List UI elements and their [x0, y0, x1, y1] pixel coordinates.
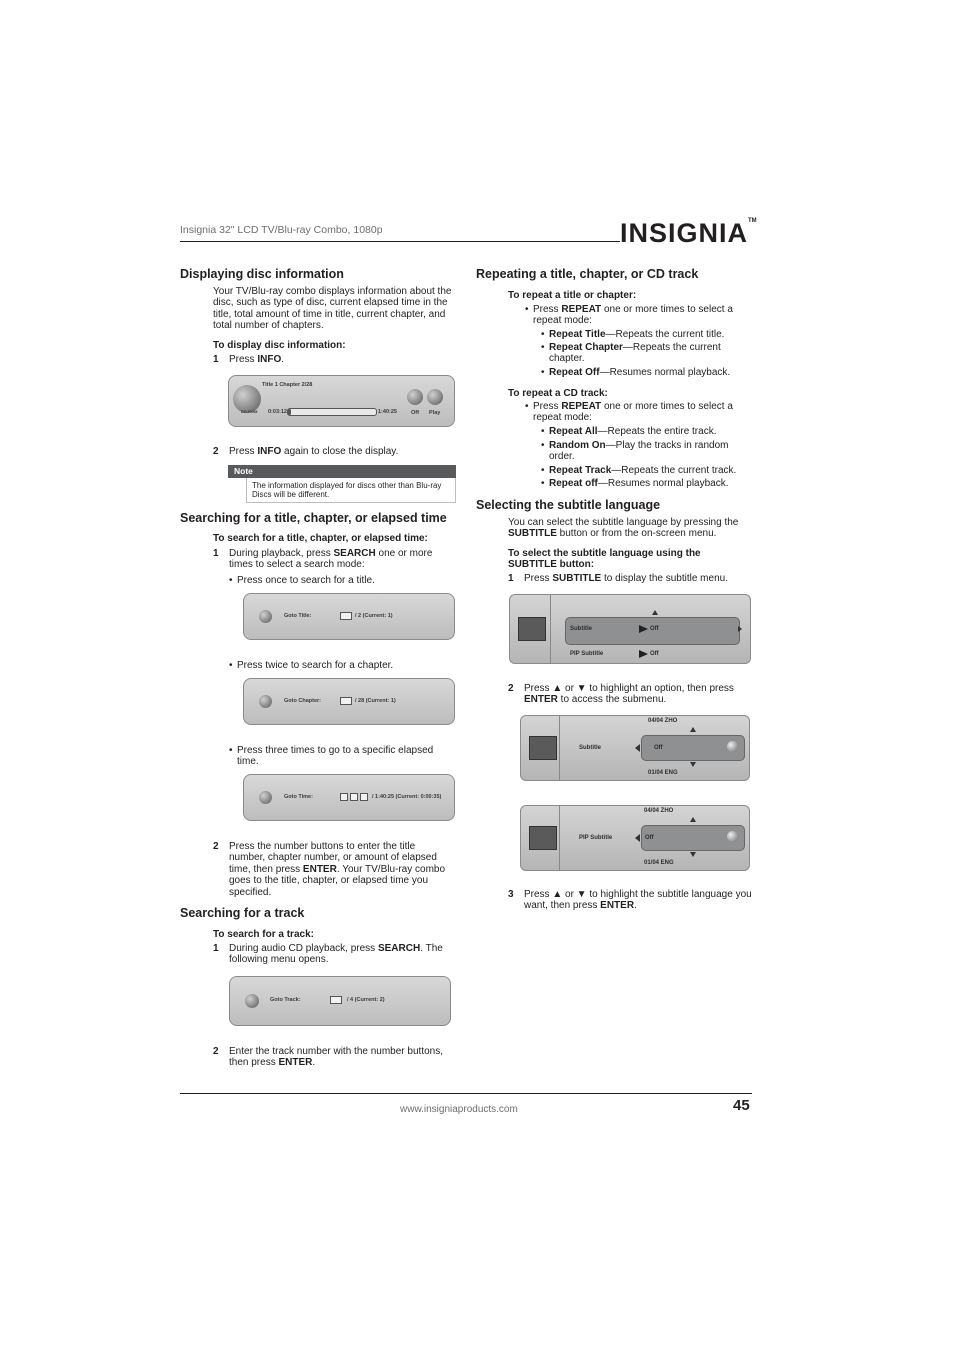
subtitle-row-value: Off: [650, 626, 659, 632]
search-icon: [259, 695, 272, 708]
search-icon: [245, 994, 259, 1008]
track-subheading: To search for a track:: [213, 929, 314, 940]
repeat-chapter-item: • Repeat Chapter—Repeats the current chapter.: [541, 342, 721, 365]
search-icon: [259, 610, 272, 623]
goto-chapter-value: / 28 (Current: 1): [355, 698, 396, 704]
submenu-option-prev: 04/04 ZHO: [648, 718, 678, 724]
up-arrow-icon: [690, 727, 696, 732]
section-title-disc-info: Displaying disc information: [180, 267, 344, 281]
repeat-track-item: • Repeat Track—Repeats the current track.: [541, 465, 737, 476]
disc-info-step-2: 2 Press INFO again to close the display.: [213, 446, 399, 457]
goto-title-value: / 2 (Current: 1): [355, 613, 393, 619]
pip-subtitle-row-value: Off: [650, 651, 659, 657]
goto-time-value: / 1:40:25 (Current: 0:00:35): [372, 794, 442, 800]
brand-logo: INSIGNIA™: [620, 218, 757, 248]
left-arrow-icon: [635, 834, 640, 842]
note-text: The information displayed for discs other than Blu-ray Discs will be different.: [246, 478, 456, 503]
goto-track-panel: [229, 976, 451, 1026]
section-title-subtitle: Selecting the subtitle language: [476, 498, 661, 512]
subtitle-subheading: To select the subtitle language using the SUBTITLE button:: [508, 548, 701, 571]
search-step-1: 1 During playback, press SEARCH one or more times to select a search mode:: [213, 548, 433, 571]
goto-title-input[interactable]: [340, 612, 352, 620]
disc-type-label: BD-ROM: [241, 409, 258, 414]
search-icon: [259, 791, 272, 804]
subtitle-step-2: 2 Press ▲ or ▼ to highlight an option, then press ENTER to access the submenu.: [508, 683, 734, 706]
subtitle-submenu-panel: [520, 715, 750, 781]
play-status: Play: [429, 410, 441, 416]
up-arrow-icon: [690, 817, 696, 822]
menu-thumbnail: [518, 617, 546, 641]
disc-info-subheading: To display disc information:: [213, 340, 346, 351]
down-arrow-icon: [690, 762, 696, 767]
pip-submenu-option-prev: 04/04 ZHO: [644, 808, 674, 814]
left-arrow-icon: [635, 744, 640, 752]
note-label: Note: [228, 465, 456, 478]
subtitle-step-3: 3 Press ▲ or ▼ to highlight the subtitle language you want, then press ENTER.: [508, 889, 752, 912]
subtitle-row-label: Subtitle: [570, 626, 592, 632]
menu-thumbnail: [529, 736, 557, 760]
right-arrow-icon: [639, 650, 648, 658]
repeat-off-item: • Repeat Off—Resumes normal playback.: [541, 367, 731, 378]
repeat-title-subheading: To repeat a title or chapter:: [508, 290, 637, 301]
pip-subtitle-row-label: PIP Subtitle: [570, 651, 604, 657]
submenu-option-value: Off: [654, 745, 663, 751]
goto-chapter-panel: [243, 678, 455, 725]
subtitle-menu-panel: [509, 594, 751, 664]
search-bullet-title: • Press once to search for a title.: [229, 575, 375, 586]
info-total: 1:40:25: [378, 409, 397, 415]
footer-url: www.insigniaproducts.com: [400, 1104, 518, 1115]
check-icon: [727, 831, 738, 842]
pip-submenu-option-value: Off: [645, 835, 654, 841]
search-step-2: 2 Press the number buttons to enter the title number, chapter number, or amount of elapsed time, then press ENTER. Your TV/Blu-ray combo goes to the title, chapter, or elapsed time you specified.: [213, 841, 446, 898]
info-elapsed: 0:03:12: [268, 409, 287, 415]
goto-time-label: Goto Time:: [284, 794, 313, 800]
submenu-label: Subtitle: [579, 745, 601, 751]
track-step-2: 2 Enter the track number with the number buttons, then press ENTER.: [213, 1046, 443, 1069]
down-arrow-icon: [690, 852, 696, 857]
goto-track-label: Goto Track:: [270, 997, 301, 1003]
search-subheading: To search for a title, chapter, or elapsed time:: [213, 533, 428, 544]
repeat-icon: [407, 389, 423, 405]
menu-divider: [559, 806, 560, 870]
disc-info-step-1: 1 Press INFO.: [213, 354, 285, 365]
section-title-repeat: Repeating a title, chapter, or CD track: [476, 267, 699, 281]
goto-time-hours-input[interactable]: [340, 793, 348, 801]
subtitle-step-1: 1 Press SUBTITLE to display the subtitle menu.: [508, 573, 728, 584]
pip-submenu-label: PIP Subtitle: [579, 835, 613, 841]
repeat-cd-subheading: To repeat a CD track:: [508, 388, 608, 399]
play-icon: [427, 389, 443, 405]
repeat-title-bullet: • Press REPEAT one or more times to select a repeat mode:: [525, 304, 733, 327]
header-rule: [180, 241, 620, 242]
repeat-status: Off: [411, 410, 419, 416]
progress-fill: [288, 409, 291, 415]
goto-time-seconds-input[interactable]: [360, 793, 368, 801]
info-osd-panel: [228, 375, 455, 427]
goto-track-input[interactable]: [330, 996, 342, 1004]
repeat-title-item: • Repeat Title—Repeats the current title.: [541, 329, 725, 340]
random-on-item: • Random On—Play the tracks in random order.: [541, 440, 729, 463]
goto-chapter-label: Goto Chapter:: [284, 698, 321, 704]
page-number: 45: [733, 1097, 750, 1114]
footer-rule: [180, 1093, 752, 1094]
menu-divider: [559, 716, 560, 780]
pip-submenu-option-next: 01/04 ENG: [644, 860, 674, 866]
goto-time-panel: [243, 774, 455, 821]
menu-thumbnail: [529, 826, 557, 850]
repeat-cd-bullet: • Press REPEAT one or more times to select a repeat mode:: [525, 401, 733, 424]
goto-title-panel: [243, 593, 455, 640]
info-title-chapter: Title 1 Chapter 2/28: [262, 382, 313, 388]
repeat-all-item: • Repeat All—Repeats the entire track.: [541, 426, 717, 437]
search-bullet-chapter: • Press twice to search for a chapter.: [229, 660, 394, 671]
search-bullet-time: • Press three times to go to a specific elapsed time.: [229, 745, 434, 768]
progress-bar: [287, 408, 377, 416]
pip-subtitle-submenu-panel: [520, 805, 750, 871]
right-arrow-icon: [639, 625, 648, 633]
header-product-name: Insignia 32" LCD TV/Blu-ray Combo, 1080p: [180, 224, 383, 236]
goto-title-label: Goto Title:: [284, 613, 312, 619]
check-icon: [727, 741, 738, 752]
section-title-search: Searching for a title, chapter, or elapsed time: [180, 511, 447, 525]
menu-right-arrow-icon: [738, 626, 742, 632]
up-arrow-icon: [652, 610, 658, 615]
subtitle-intro: You can select the subtitle language by pressing the SUBTITLE button or from the on-screen menu.: [508, 517, 739, 540]
section-title-track: Searching for a track: [180, 906, 305, 920]
menu-divider: [550, 595, 551, 663]
goto-chapter-input[interactable]: [340, 697, 352, 705]
submenu-option-next: 01/04 ENG: [648, 770, 678, 776]
repeat-off-cd-item: • Repeat off—Resumes normal playback.: [541, 478, 729, 489]
goto-time-minutes-input[interactable]: [350, 793, 358, 801]
disc-info-intro: Your TV/Blu-ray combo displays information about the disc, such as type of disc, current elapsed time in the title, total amount of time in title, current chapter, and total number of chapters.: [213, 286, 452, 332]
track-step-1: 1 During audio CD playback, press SEARCH. The following menu opens.: [213, 943, 443, 966]
goto-track-value: / 4 (Current: 2): [347, 997, 385, 1003]
